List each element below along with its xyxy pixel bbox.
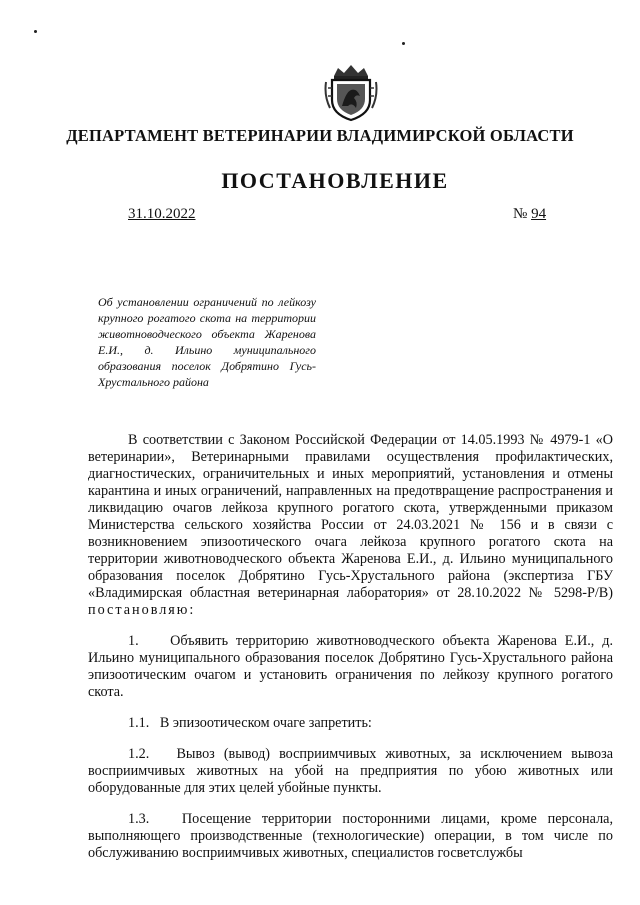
paragraph-1-3: 1.3. Посещение территории посторонними лицами, кроме персонала, выполняющего производственные (технологические) операции, в том числе по обслуживанию восприимчивых животных, специалистов госветслужбы [88,811,613,861]
paragraph-1-2: 1.2. Вывоз (вывод) восприимчивых животных, за исключением вывоза восприимчивых животных на убой на предприятия по убою животных или оборудованные для этих целей убойные пункты. [88,746,613,796]
department-title: ДЕПАРТАМЕНТ ВЕТЕРИНАРИИ ВЛАДИМИРСКОЙ ОБЛАСТИ [66,126,574,145]
scan-speck [402,42,405,45]
scan-speck [34,30,37,33]
intro-text: В соответствии с Законом Российской Федерации от 14.05.1993 № 4979-1 «О ветеринарии», Ветеринарными правилами осуществления профилактических, диагностических, ограничительных и иных мероприятий, установления и отмены карантина и иных ограничений, направленных на предотвращение распространения и ликвидацию очагов лейкоза крупного рогатого скота, утвержденными приказом Министерства сельского хозяйства России от 24.03.2021 № 156 и в связи с возникновением эпизоотического очага лейкоза крупного рогатого скота на территории животноводческого объекта Жаренова Е.И., д. Ильино муниципального образования поселок Добрятино Гусь-Хрустального района (экспертиза ГБУ «Владимирская областная ветеринарная лаборатория» от 28.10.2022 № 5298-Р/В) [88,432,613,601]
number-value: 94 [531,206,547,222]
document-type-heading: ПОСТАНОВЛЕНИЕ [221,168,449,193]
intro-action: постановляю: [88,602,196,618]
coat-of-arms-icon [324,62,378,122]
document-date: 31.10.2022 [128,206,196,222]
document-body [88,432,613,862]
document-subject: Об установлении ограничений по лейкозу крупного рогатого скота на территории животноводческого объекта Жаренова Е.И., д. Ильино муниципального образования поселок Добрятино Гусь-Хрустального района [98,295,316,389]
intro-paragraph [88,432,613,619]
number-prefix: № [513,206,532,222]
paragraph-1-1: 1.1. В эпизоотическом очаге запретить: [128,715,372,731]
paragraph-1: 1. Объявить территорию животноводческого объекта Жаренова Е.И., д. Ильино муниципального образования поселок Добрятино Гусь-Хрустального района эпизоотическим очагом и установить ограничения по лейкозу крупного рогатого скота. [88,633,613,700]
document-number [513,206,546,223]
